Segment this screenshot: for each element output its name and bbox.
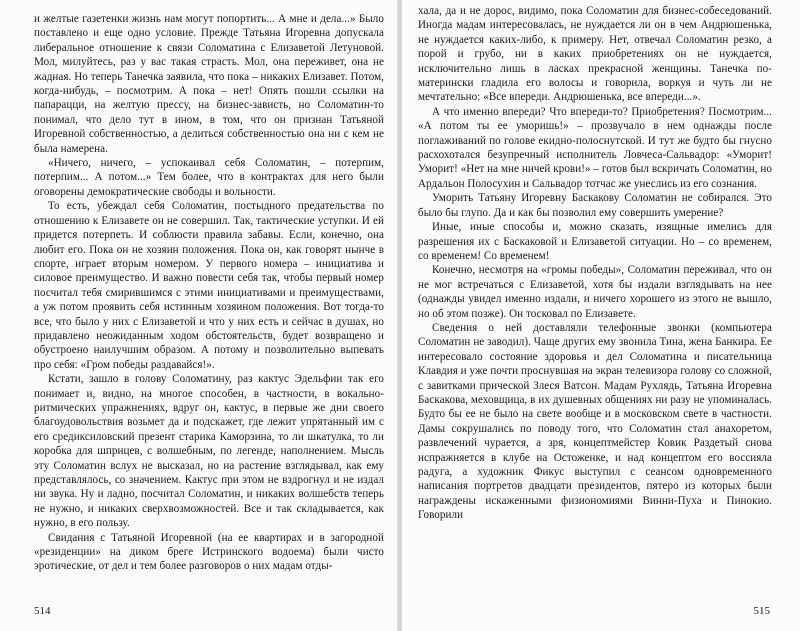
paragraph: и желтые газетенки жизнь нам могут попортить... А мне и дела...» Было поставлено и еще одно условие. Прежде Татьяна Игоревна допускала либеральное отношение к связи Соломатина с Елизаветой Летуновой. Мол, милуйтесь, раз у вас такая страсть. Мол, она переживет, она не жадная. Но теперь Танечка заявила, что пока – никаких Елизавет. Потом, когда-нибудь, – посмотрим. А пока – нет! Опять пошли ссылки на папарацци, на желтую прессу, на бизнес-зависть, но Соломатин-то понимал, что дело тут в ином, в том, что он признан Татьяной Игоревной собственностью, а делиться собственностью она ни с кем не была намерена. xyxy=(34,13,384,155)
left-page xyxy=(0,0,398,631)
paragraph: Уморить Татьяну Игоревну Баскакову Соломатин не собирался. Это было бы глупо. Да и как бы позволил ему совершить умерение? xyxy=(418,192,772,219)
page-number: 514 xyxy=(34,605,51,617)
paragraph: «Ничего, ничего, – успокаивал себя Соломатин, – потерпим, потерпим... А потом...» Тем более, что в контрактах для него были оговорены демократические свободы и вольности. xyxy=(34,157,384,198)
paragraph: Кстати, зашло в голову Соломатину, раз кактус Эдельфии так его понимает и, видно, на многое способен, в частности, в вокально-ритмических упражнениях, вдруг он, кактус, в первые же дни своего благоудовольствия возьмет да и подскажет, где лежит упрятанный им с его средиксиловский презент старика Каморзина, то ли шкатулка, то ли коробка для шприцев, с волшебным, по легенде, наполнением. Мысль эту Соломатин вслух не высказал, но на растение взглядывал, как ему представлялось, со значением. Кактус при этом не вздрогнул и не издал ни звука. Ну и ладно, посчитал Соломатин, и никаких волшебств теперь не нужно, и никаких сверхвозможностей. Все и так складывается, как нужно, в его пользу. xyxy=(34,373,384,530)
paragraph: А что именно впереди? Что впереди-то? Приобретения? Посмотрим... «А потом ты ее уморишь!» – прозвучало в нем однажды после поглаживаний по голове екидно-полоснутской. И тут же будто бы гнусно расхохотался безупречный исполнитель Ловчеса-Сальвадор: «Уморит! Уморит! «Нет на мне ничей крови!» – готов был вскричать Соломатин, но Ардальон Полосухин и Сальвадор тотчас же унеслись из его сознания. xyxy=(418,105,772,190)
right-page xyxy=(402,0,800,631)
paragraph: То есть, убеждал себя Соломатин, постыдного предательства по отношению к Елизавете он не совершил. Так, тактические уступки. И ей придется потерпеть. И соблюсти правила забавы. Если, конечно, она любит его. Пока он не хозяин положения. Пока он, как говорят нынче в спорте, играет вторым номером. У первого номера – инициатива и силовое преимущество. И важно повести себя так, чтобы первый номер посчитал тебя смирившимся с этими инициативами и преимуществами, а уж потом проявить себя истинным хозяином положения. Вот тогда-то все, что было у них с Елизаветой и что у них есть и сейчас в душах, но придавлено неожиданным ходом обстоятельств, будет возвращено и обустроено наилучшим образом. А потому и позволительно выпевать про себя: «Гром победы раздавайся!». xyxy=(34,200,384,371)
paragraph: Свидания с Татьяной Игоревной (на ее квартирах и в загородной «резиденции» на диком бреге Истринского водоема) были чисто эротические, от дел и тем более разговоров о них мадам отды- xyxy=(34,531,384,573)
paragraph: Сведения о ней доставляли телефонные звонки (компьютера Соломатин не заводил). Чаще других ему звонила Тина, жена Банкира. Ее интересовало состояние здоровья и дел Соломатина и писательница Клавдия и уже почти проснувшая на экран телевизора голову со сложной, с завитками прической Злеся Ватсон. Мадам Рухлядь, Татьяна Игоревна Баскакова, меховщица, в их душевных общениях ни разу не упоминалась. Будто бы ее не было на свете вообще и в московском свете в частности. Дамы сокрушались по поводу того, что Соломатин стал анахоретом, развлечений чурается, а зря, концептмейстер Ковик Раздетый снова испражняется в клубе на Остоженке, и над концептом его воссияла радуга, а художник Фикус выступил с сеансом одновременного написания портретов двадцати президентов, пятеро из которых были награждены искаженными физиономиями Винни-Пуха и Пинокио. Говорили xyxy=(418,321,772,522)
paragraph: Конечно, несмотря на «громы победы», Соломатин переживал, что он не мог встречаться с Елизаветой, хотя бы издали взглядывать на нее (однажды увидел именно издали, и ничего хорошего из этого не вышло, но об этом позже). Он тосковал по Елизавете. xyxy=(418,264,772,320)
right-page-body xyxy=(418,4,772,523)
paragraph: хала, да и не дорос, видимо, пока Соломатин для бизнес-собеседований. Иногда мадам интересовалась, не нуждается ли он в чем Андрюшенька, не нуждается каких-либо, к примеру. Нет, отвечал Соломатин резко, а порой и грубо, ни в каких приобретениях он не нуждается, исключительно лишь в ласках прекрасной женщины. Танечка по-матерински гладила его волосы и говорила, воркуя и чуть ли не мечтательно: «Все впереди. Андрюшенька, все впереди...». xyxy=(418,5,772,104)
left-page-body xyxy=(34,12,384,574)
page-number: 515 xyxy=(753,605,770,617)
paragraph: Иные, иные способы и, можно сказать, изящные имелись для разрешения их с Баскаковой и Елизаветой ситуации. Но – со временем, со временем! Со временем! xyxy=(418,221,772,262)
